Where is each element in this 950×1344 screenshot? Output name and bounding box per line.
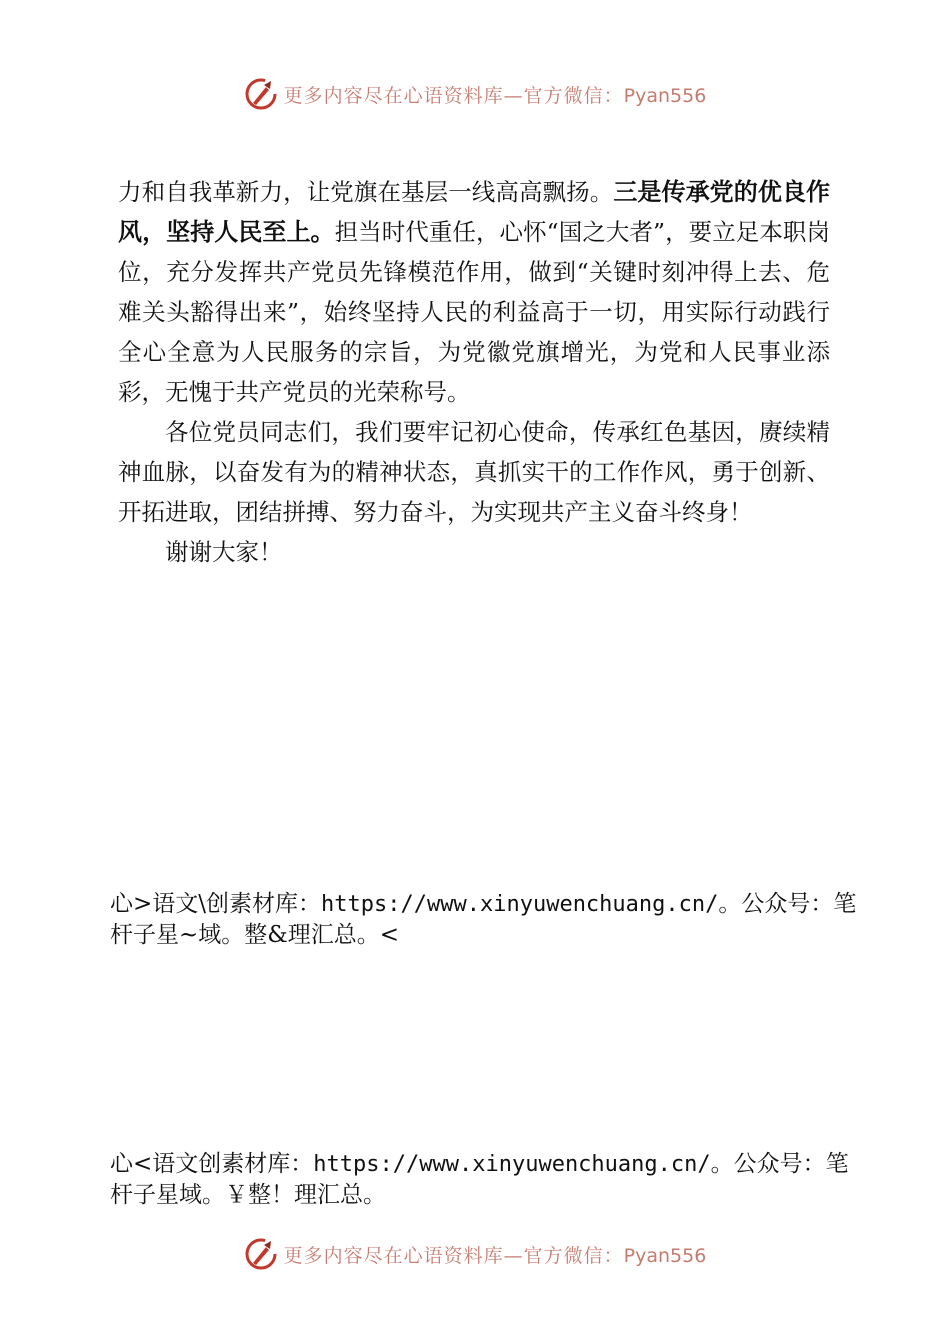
footer-banner xyxy=(0,1232,950,1276)
document-body xyxy=(118,172,830,572)
header-banner-text: 更多内容尽在心语资料库—官方微信：Pyan556 xyxy=(283,84,707,107)
paragraph-continued: 力和自我革新力，让党旗在基层一线高高飘扬。三是传承党的优良作风，坚持人民至上。担当时代重任，心怀“国之大者”，要立足本职岗位，充分发挥共产党员先锋模范作用，做到“关键时刻冲得上去、危难关头豁得出来”，始终坚持人民的利益高于一切，用实际行动践行全心全意为人民服务的宗旨，为党徽党旗增光，为党和人民事业添彩，无愧于共产党员的光荣称号。 xyxy=(118,178,831,406)
header-wechat-id: Pyan556 xyxy=(623,84,707,107)
footer-wechat-id: Pyan556 xyxy=(623,1244,707,1267)
header-banner xyxy=(0,72,950,116)
paragraph-closing: 各位党员同志们，我们要牢记初心使命，传承红色基因，赓续精神血脉，以奋发有为的精神状态，真抓实干的工作作风，勇于创新、开拓进取，团结拼搏、努力奋斗，为实现共产主义奋斗终身！ xyxy=(118,418,830,526)
paragraph-thanks: 谢谢大家！ xyxy=(165,538,283,566)
watermark-text-1: 心>语文\创素材库：https://www.xinyuwenchuang.cn/。公众号：笔杆子星~域。整&理汇总。< xyxy=(110,891,857,948)
watermark-url-1: https://www.xinyuwenchuang.cn/ xyxy=(321,892,719,917)
watermark-text-2: 心<语文创素材库：https://www.xinyuwenchuang.cn/。公众号：笔杆子星域。￥整！理汇总。 xyxy=(110,1151,849,1208)
quill-logo-icon xyxy=(244,77,278,111)
quill-logo-icon xyxy=(244,1237,278,1271)
bold-heading: 三是传承党的优良作风，坚持人民至上。 xyxy=(118,178,831,246)
footer-banner-text: 更多内容尽在心语资料库—官方微信：Pyan556 xyxy=(283,1244,707,1267)
watermark-url-2: https://www.xinyuwenchuang.cn/ xyxy=(313,1152,711,1177)
